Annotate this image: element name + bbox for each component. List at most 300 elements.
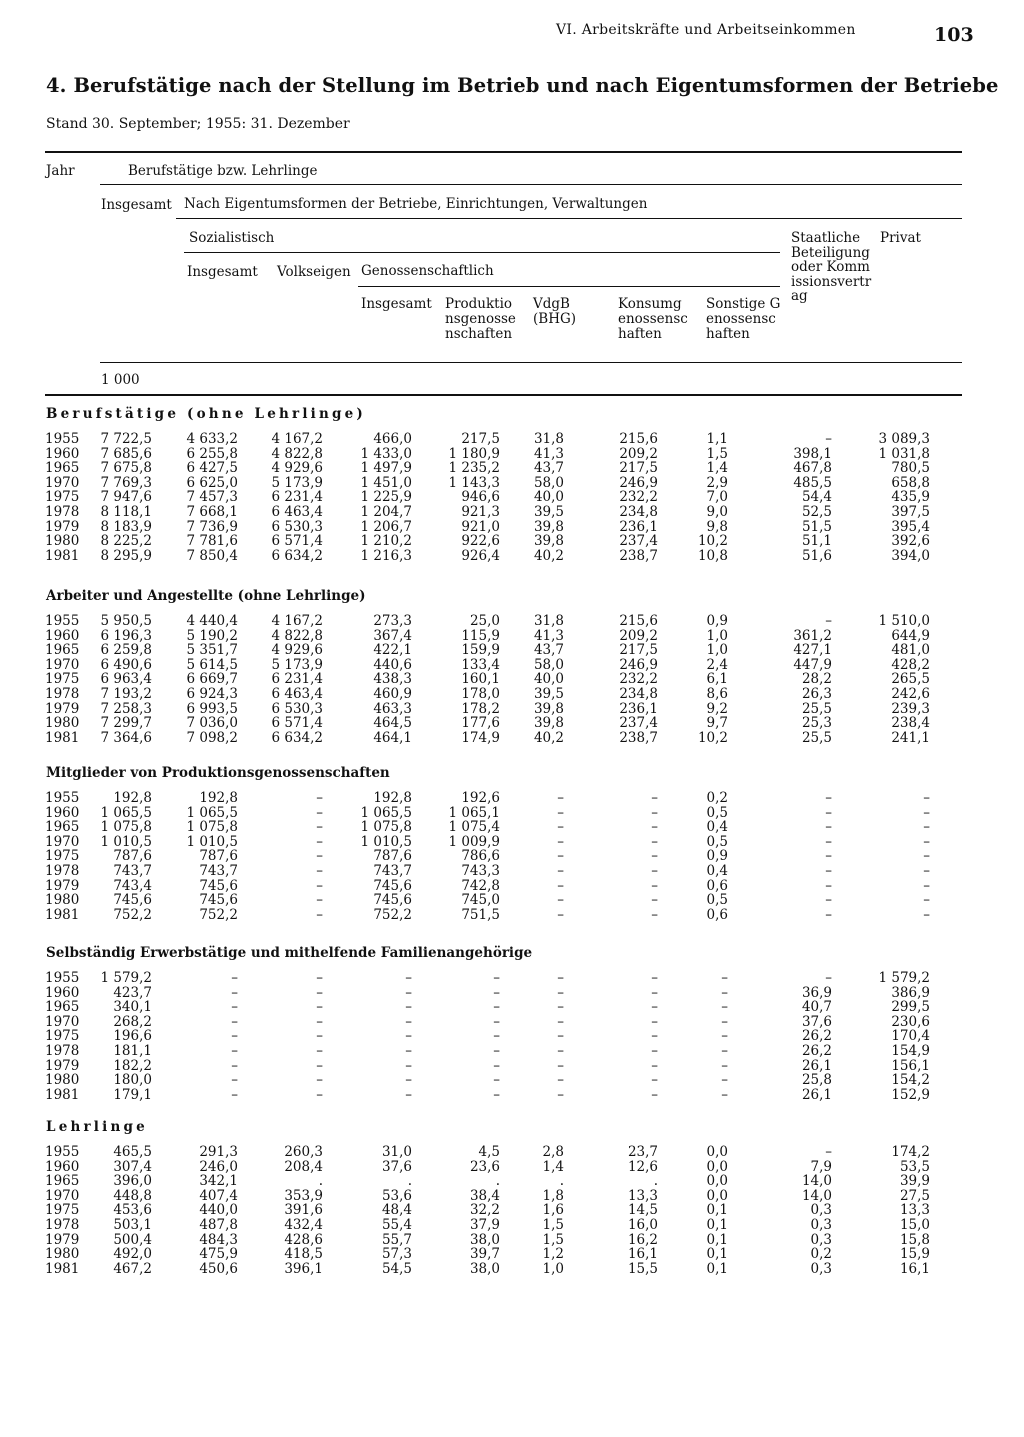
section-title: Lehrlinge — [46, 1119, 148, 1135]
cell-konsumgenossenschaften: – — [651, 892, 658, 909]
cell-vdgb: – — [557, 804, 564, 821]
cell-staatliche-beteiligung: 0,3 — [810, 1202, 832, 1219]
cell-berufstaetige-insgesamt: 8 183,9 — [100, 518, 152, 535]
cell-vdgb: – — [557, 892, 564, 909]
cell-year: 1965 — [45, 999, 80, 1016]
cell-berufstaetige-insgesamt: 196,6 — [113, 1028, 152, 1045]
cell-year: 1975 — [45, 671, 80, 688]
cell-vdgb: 39,8 — [533, 518, 564, 535]
cell-genossenschaftlich-insgesamt: – — [405, 1057, 412, 1074]
cell-genossenschaftlich-insgesamt: 31,0 — [381, 1144, 412, 1160]
cell-konsumgenossenschaften: – — [651, 1086, 658, 1103]
cell-produktionsgenossenschaften: 1 009,9 — [448, 833, 500, 850]
section-title: Arbeiter und Angestellte (ohne Lehrlinge) — [46, 588, 366, 604]
cell-produktionsgenossenschaften: 4,5 — [478, 1144, 500, 1160]
cell-konsumgenossenschaften: 15,5 — [627, 1260, 658, 1277]
table-row — [0, 791, 1024, 806]
table-row — [0, 476, 1024, 491]
cell-staatliche-beteiligung: 37,6 — [801, 1013, 832, 1030]
cell-sonstige-genossenschaften: 1,5 — [706, 445, 728, 462]
cell-genossenschaftlich-insgesamt: 1 204,7 — [360, 504, 412, 520]
cell-year: 1965 — [45, 819, 80, 836]
cell-volkseigen: – — [316, 1043, 323, 1059]
cell-volkseigen: – — [316, 906, 323, 923]
cell-berufstaetige-insgesamt: 743,4 — [113, 877, 152, 894]
cell-berufstaetige-insgesamt: 752,2 — [113, 906, 152, 923]
cell-sozialistisch-insgesamt: – — [231, 999, 238, 1016]
cell-privat: 386,9 — [891, 984, 930, 1001]
cell-staatliche-beteiligung: 36,9 — [801, 984, 832, 1001]
cell-sozialistisch-insgesamt: 6 993,5 — [186, 700, 238, 717]
cell-sonstige-genossenschaften: 1,1 — [706, 431, 728, 447]
col-header-vdgb: VdgB (BHG) — [533, 296, 577, 327]
cell-vdgb: – — [557, 863, 564, 879]
cell-konsumgenossenschaften: – — [651, 1013, 658, 1030]
cell-produktionsgenossenschaften: 1 180,9 — [448, 445, 500, 462]
cell-volkseigen: 432,4 — [284, 1217, 323, 1233]
cell-year: 1980 — [45, 892, 80, 909]
col-header-jahr: Jahr — [46, 163, 75, 179]
cell-sozialistisch-insgesamt: 407,4 — [199, 1187, 238, 1204]
cell-staatliche-beteiligung: 25,5 — [801, 700, 832, 717]
cell-vdgb: – — [557, 970, 564, 986]
cell-sonstige-genossenschaften: – — [721, 1043, 728, 1059]
table-row — [0, 687, 1024, 702]
cell-privat: 242,6 — [891, 686, 930, 702]
table-row — [0, 1218, 1024, 1233]
cell-konsumgenossenschaften: – — [651, 790, 658, 806]
cell-staatliche-beteiligung: 361,2 — [793, 627, 832, 644]
cell-berufstaetige-insgesamt: 1 065,5 — [100, 804, 152, 821]
cell-staatliche-beteiligung: – — [825, 906, 832, 923]
cell-genossenschaftlich-insgesamt: 440,6 — [373, 656, 412, 673]
cell-konsumgenossenschaften: 238,7 — [619, 547, 658, 564]
col-header-konsum: Konsumgenossenschaften — [618, 296, 688, 342]
cell-staatliche-beteiligung: – — [825, 1144, 832, 1160]
cell-sonstige-genossenschaften: 9,0 — [706, 504, 728, 520]
cell-staatliche-beteiligung: 51,6 — [801, 547, 832, 564]
cell-sozialistisch-insgesamt: 7 457,3 — [186, 489, 238, 506]
cell-genossenschaftlich-insgesamt: – — [405, 1086, 412, 1103]
cell-produktionsgenossenschaften: 38,4 — [469, 1187, 500, 1204]
cell-staatliche-beteiligung: 25,8 — [801, 1072, 832, 1089]
table-row — [0, 1145, 1024, 1160]
cell-produktionsgenossenschaften: – — [493, 1072, 500, 1089]
cell-konsumgenossenschaften: 236,1 — [619, 518, 658, 535]
cell-berufstaetige-insgesamt: 1 010,5 — [100, 833, 152, 850]
cell-year: 1975 — [45, 489, 80, 506]
cell-genossenschaftlich-insgesamt: 48,4 — [381, 1202, 412, 1219]
cell-konsumgenossenschaften: 16,2 — [627, 1231, 658, 1248]
cell-privat: 15,0 — [899, 1217, 930, 1233]
cell-konsumgenossenschaften: 246,9 — [619, 474, 658, 491]
cell-sozialistisch-insgesamt: 342,1 — [199, 1173, 238, 1190]
cell-staatliche-beteiligung: 0,3 — [810, 1217, 832, 1233]
cell-konsumgenossenschaften: 237,4 — [619, 715, 658, 732]
cell-genossenschaftlich-insgesamt: 752,2 — [373, 906, 412, 923]
cell-vdgb: 39,5 — [533, 504, 564, 520]
cell-privat: 780,5 — [891, 460, 930, 477]
cell-volkseigen: – — [316, 984, 323, 1001]
cell-berufstaetige-insgesamt: 182,2 — [113, 1057, 152, 1074]
cell-vdgb: 39,8 — [533, 715, 564, 732]
section-title: Berufstätige (ohne Lehrlinge) — [46, 406, 367, 422]
cell-sonstige-genossenschaften: – — [721, 1086, 728, 1103]
cell-sonstige-genossenschaften: – — [721, 999, 728, 1016]
cell-staatliche-beteiligung: 25,5 — [801, 729, 832, 746]
cell-volkseigen: 6 530,3 — [271, 700, 323, 717]
cell-genossenschaftlich-insgesamt: – — [405, 999, 412, 1016]
table-row — [0, 432, 1024, 447]
cell-vdgb: 39,8 — [533, 700, 564, 717]
table-row — [0, 731, 1024, 746]
cell-produktionsgenossenschaften: – — [493, 984, 500, 1001]
col-header-staatliche: Staatliche Beteiligung oder Kommissionsvertrag — [791, 230, 872, 304]
cell-vdgb: – — [557, 906, 564, 923]
cell-staatliche-beteiligung: 28,2 — [801, 671, 832, 688]
header-rule-genossenschaftlich — [358, 286, 780, 287]
cell-staatliche-beteiligung: – — [825, 892, 832, 909]
cell-sozialistisch-insgesamt: – — [231, 984, 238, 1001]
cell-konsumgenossenschaften: 16,1 — [627, 1246, 658, 1263]
cell-sozialistisch-insgesamt: 7 781,6 — [186, 533, 238, 550]
cell-sozialistisch-insgesamt: 6 924,3 — [186, 686, 238, 702]
cell-genossenschaftlich-insgesamt: 422,1 — [373, 642, 412, 659]
cell-year: 1981 — [45, 1086, 80, 1103]
cell-sozialistisch-insgesamt: 475,9 — [199, 1246, 238, 1263]
cell-produktionsgenossenschaften: 742,8 — [461, 877, 500, 894]
cell-sozialistisch-insgesamt: – — [231, 1072, 238, 1089]
cell-privat: 27,5 — [899, 1187, 930, 1204]
cell-privat: 241,1 — [891, 729, 930, 746]
cell-year: 1960 — [45, 984, 80, 1001]
cell-sozialistisch-insgesamt: 6 669,7 — [186, 671, 238, 688]
cell-sonstige-genossenschaften: 0,5 — [706, 804, 728, 821]
cell-genossenschaftlich-insgesamt: . — [407, 1173, 412, 1190]
cell-produktionsgenossenschaften: 39,7 — [469, 1246, 500, 1263]
cell-produktionsgenossenschaften: 38,0 — [469, 1231, 500, 1248]
cell-sonstige-genossenschaften: 0,1 — [706, 1231, 728, 1248]
cell-berufstaetige-insgesamt: 453,6 — [113, 1202, 152, 1219]
table-row — [0, 879, 1024, 894]
table-row — [0, 629, 1024, 644]
cell-genossenschaftlich-insgesamt: 1 497,9 — [360, 460, 412, 477]
cell-staatliche-beteiligung: 0,2 — [810, 1246, 832, 1263]
cell-privat: – — [923, 906, 930, 923]
cell-staatliche-beteiligung: 14,0 — [801, 1173, 832, 1190]
cell-staatliche-beteiligung: 398,1 — [793, 445, 832, 462]
cell-sonstige-genossenschaften: 6,1 — [706, 671, 728, 688]
cell-sozialistisch-insgesamt: 787,6 — [199, 848, 238, 865]
cell-berufstaetige-insgesamt: 396,0 — [113, 1173, 152, 1190]
cell-staatliche-beteiligung: 54,4 — [801, 489, 832, 506]
cell-berufstaetige-insgesamt: 7 769,3 — [100, 474, 152, 491]
cell-konsumgenossenschaften: 23,7 — [627, 1144, 658, 1160]
cell-sonstige-genossenschaften: 2,9 — [706, 474, 728, 491]
table-row — [0, 908, 1024, 923]
cell-year: 1955 — [45, 613, 80, 629]
cell-genossenschaftlich-insgesamt: – — [405, 1013, 412, 1030]
cell-genossenschaftlich-insgesamt: 787,6 — [373, 848, 412, 865]
cell-konsumgenossenschaften: 209,2 — [619, 445, 658, 462]
cell-konsumgenossenschaften: 215,6 — [619, 431, 658, 447]
cell-sonstige-genossenschaften: – — [721, 1057, 728, 1074]
cell-sozialistisch-insgesamt: 743,7 — [199, 863, 238, 879]
table-subtitle: Stand 30. September; 1955: 31. Dezember — [46, 116, 350, 132]
cell-vdgb: 41,3 — [533, 627, 564, 644]
cell-year: 1955 — [45, 431, 80, 447]
cell-sonstige-genossenschaften: 0,4 — [706, 863, 728, 879]
cell-vdgb: 41,3 — [533, 445, 564, 462]
cell-privat: – — [923, 833, 930, 850]
col-header-produktion: Produktionsgenossenschaften — [445, 296, 516, 342]
cell-genossenschaftlich-insgesamt: 273,3 — [373, 613, 412, 629]
cell-produktionsgenossenschaften: 217,5 — [461, 431, 500, 447]
cell-staatliche-beteiligung: 26,2 — [801, 1028, 832, 1045]
cell-produktionsgenossenschaften: 160,1 — [461, 671, 500, 688]
cell-genossenschaftlich-insgesamt: 438,3 — [373, 671, 412, 688]
cell-volkseigen: – — [316, 970, 323, 986]
cell-berufstaetige-insgesamt: 8 295,9 — [100, 547, 152, 564]
cell-sozialistisch-insgesamt: 487,8 — [199, 1217, 238, 1233]
cell-berufstaetige-insgesamt: 307,4 — [113, 1158, 152, 1175]
cell-sozialistisch-insgesamt: 6 427,5 — [186, 460, 238, 477]
cell-year: 1980 — [45, 533, 80, 550]
cell-genossenschaftlich-insgesamt: 745,6 — [373, 877, 412, 894]
cell-produktionsgenossenschaften: 192,6 — [461, 790, 500, 806]
cell-volkseigen: – — [316, 1086, 323, 1103]
cell-produktionsgenossenschaften: 1 075,4 — [448, 819, 500, 836]
table-row — [0, 702, 1024, 717]
cell-vdgb: – — [557, 1028, 564, 1045]
cell-sonstige-genossenschaften: – — [721, 1072, 728, 1089]
cell-volkseigen: 6 634,2 — [271, 547, 323, 564]
cell-sonstige-genossenschaften: 1,4 — [706, 460, 728, 477]
cell-staatliche-beteiligung: 427,1 — [793, 642, 832, 659]
header-rule-berufstaetige — [100, 184, 962, 185]
cell-konsumgenossenschaften: . — [653, 1173, 658, 1190]
cell-sozialistisch-insgesamt: 745,6 — [199, 892, 238, 909]
cell-genossenschaftlich-insgesamt: 460,9 — [373, 686, 412, 702]
cell-year: 1981 — [45, 906, 80, 923]
cell-produktionsgenossenschaften: 922,6 — [461, 533, 500, 550]
table-row — [0, 534, 1024, 549]
cell-sonstige-genossenschaften: – — [721, 984, 728, 1001]
cell-volkseigen: . — [318, 1173, 323, 1190]
cell-year: 1979 — [45, 1057, 80, 1074]
cell-year: 1960 — [45, 627, 80, 644]
cell-vdgb: – — [557, 1043, 564, 1059]
cell-year: 1975 — [45, 1202, 80, 1219]
cell-sonstige-genossenschaften: – — [721, 970, 728, 986]
cell-vdgb: 43,7 — [533, 460, 564, 477]
cell-vdgb: 31,8 — [533, 431, 564, 447]
cell-year: 1979 — [45, 700, 80, 717]
cell-vdgb: 40,0 — [533, 489, 564, 506]
cell-sozialistisch-insgesamt: 484,3 — [199, 1231, 238, 1248]
cell-vdgb: 1,5 — [542, 1217, 564, 1233]
cell-vdgb: 1,5 — [542, 1231, 564, 1248]
cell-produktionsgenossenschaften: 921,3 — [461, 504, 500, 520]
cell-year: 1970 — [45, 474, 80, 491]
cell-konsumgenossenschaften: 232,2 — [619, 489, 658, 506]
cell-year: 1975 — [45, 848, 80, 865]
cell-volkseigen: 428,6 — [284, 1231, 323, 1248]
cell-volkseigen: 4 929,6 — [271, 460, 323, 477]
cell-genossenschaftlich-insgesamt: 1 433,0 — [360, 445, 412, 462]
col-header-soz-insgesamt: Insgesamt — [187, 264, 258, 280]
cell-sozialistisch-insgesamt: 1 065,5 — [186, 804, 238, 821]
cell-privat: 154,2 — [891, 1072, 930, 1089]
cell-produktionsgenossenschaften: 177,6 — [461, 715, 500, 732]
cell-staatliche-beteiligung: – — [825, 613, 832, 629]
cell-sonstige-genossenschaften: 9,2 — [706, 700, 728, 717]
cell-staatliche-beteiligung: 0,3 — [810, 1260, 832, 1277]
cell-year: 1970 — [45, 656, 80, 673]
cell-genossenschaftlich-insgesamt: 466,0 — [373, 431, 412, 447]
cell-genossenschaftlich-insgesamt: 1 216,3 — [360, 547, 412, 564]
cell-produktionsgenossenschaften: – — [493, 1086, 500, 1103]
cell-genossenschaftlich-insgesamt: 463,3 — [373, 700, 412, 717]
cell-vdgb: . — [559, 1173, 564, 1190]
cell-berufstaetige-insgesamt: 503,1 — [113, 1217, 152, 1233]
table-row — [0, 893, 1024, 908]
col-header-genossenschaftlich: Genossenschaftlich — [361, 263, 494, 279]
cell-vdgb: 58,0 — [533, 656, 564, 673]
cell-year: 1979 — [45, 1231, 80, 1248]
cell-volkseigen: – — [316, 877, 323, 894]
cell-staatliche-beteiligung: 52,5 — [801, 504, 832, 520]
cell-year: 1965 — [45, 460, 80, 477]
cell-konsumgenossenschaften: 238,7 — [619, 729, 658, 746]
cell-sozialistisch-insgesamt: 4 440,4 — [186, 613, 238, 629]
cell-sonstige-genossenschaften: 0,0 — [706, 1158, 728, 1175]
cell-produktionsgenossenschaften: 25,0 — [469, 613, 500, 629]
cell-genossenschaftlich-insgesamt: – — [405, 984, 412, 1001]
cell-staatliche-beteiligung: – — [825, 848, 832, 865]
col-header-insgesamt: Insgesamt — [101, 197, 172, 213]
cell-year: 1965 — [45, 1173, 80, 1190]
cell-staatliche-beteiligung: 25,3 — [801, 715, 832, 732]
table-row — [0, 505, 1024, 520]
cell-konsumgenossenschaften: – — [651, 804, 658, 821]
cell-volkseigen: – — [316, 863, 323, 879]
cell-sozialistisch-insgesamt: 440,0 — [199, 1202, 238, 1219]
cell-vdgb: – — [557, 790, 564, 806]
cell-volkseigen: 5 173,9 — [271, 656, 323, 673]
cell-privat: 230,6 — [891, 1013, 930, 1030]
cell-genossenschaftlich-insgesamt: 57,3 — [381, 1246, 412, 1263]
cell-sonstige-genossenschaften: – — [721, 1013, 728, 1030]
cell-produktionsgenossenschaften: – — [493, 1028, 500, 1045]
cell-sozialistisch-insgesamt: – — [231, 1013, 238, 1030]
cell-vdgb: 1,8 — [542, 1187, 564, 1204]
header-bottom-rule — [45, 394, 962, 396]
cell-konsumgenossenschaften: 215,6 — [619, 613, 658, 629]
cell-konsumgenossenschaften: – — [651, 833, 658, 850]
table-row — [0, 1029, 1024, 1044]
cell-berufstaetige-insgesamt: 7 299,7 — [100, 715, 152, 732]
cell-privat: – — [923, 877, 930, 894]
table-row — [0, 672, 1024, 687]
cell-staatliche-beteiligung: – — [825, 877, 832, 894]
cell-sonstige-genossenschaften: 9,8 — [706, 518, 728, 535]
cell-privat: 152,9 — [891, 1086, 930, 1103]
cell-privat: 170,4 — [891, 1028, 930, 1045]
cell-vdgb: – — [557, 1013, 564, 1030]
cell-sonstige-genossenschaften: 0,5 — [706, 892, 728, 909]
cell-genossenschaftlich-insgesamt: – — [405, 1072, 412, 1089]
cell-genossenschaftlich-insgesamt: 54,5 — [381, 1260, 412, 1277]
cell-staatliche-beteiligung: – — [825, 431, 832, 447]
cell-sozialistisch-insgesamt: 7 668,1 — [186, 504, 238, 520]
cell-year: 1970 — [45, 1187, 80, 1204]
cell-volkseigen: – — [316, 790, 323, 806]
cell-year: 1979 — [45, 877, 80, 894]
cell-genossenschaftlich-insgesamt: – — [405, 1028, 412, 1045]
table-row — [0, 835, 1024, 850]
cell-genossenschaftlich-insgesamt: 745,6 — [373, 892, 412, 909]
cell-staatliche-beteiligung: 26,1 — [801, 1057, 832, 1074]
cell-berufstaetige-insgesamt: 7 364,6 — [100, 729, 152, 746]
cell-sozialistisch-insgesamt: 1 010,5 — [186, 833, 238, 850]
cell-produktionsgenossenschaften: 38,0 — [469, 1260, 500, 1277]
cell-genossenschaftlich-insgesamt: – — [405, 1043, 412, 1059]
cell-privat: 1 579,2 — [878, 970, 930, 986]
cell-sozialistisch-insgesamt: 7 036,0 — [186, 715, 238, 732]
cell-vdgb: – — [557, 833, 564, 850]
cell-produktionsgenossenschaften: 23,6 — [469, 1158, 500, 1175]
cell-sonstige-genossenschaften: 0,6 — [706, 877, 728, 894]
cell-konsumgenossenschaften: – — [651, 819, 658, 836]
cell-sozialistisch-insgesamt: 4 633,2 — [186, 431, 238, 447]
cell-volkseigen: – — [316, 892, 323, 909]
table-row — [0, 864, 1024, 879]
table-row — [0, 1088, 1024, 1103]
page-number: 103 — [934, 24, 974, 46]
cell-sozialistisch-insgesamt: 5 351,7 — [186, 642, 238, 659]
cell-konsumgenossenschaften: – — [651, 906, 658, 923]
cell-year: 1978 — [45, 1043, 80, 1059]
cell-privat: 239,3 — [891, 700, 930, 717]
table-row — [0, 1233, 1024, 1248]
cell-berufstaetige-insgesamt: 7 722,5 — [100, 431, 152, 447]
cell-vdgb: 40,2 — [533, 547, 564, 564]
header-top-rule — [45, 151, 962, 153]
cell-volkseigen: 353,9 — [284, 1187, 323, 1204]
cell-produktionsgenossenschaften: 1 235,2 — [448, 460, 500, 477]
cell-sonstige-genossenschaften: 2,4 — [706, 656, 728, 673]
cell-sozialistisch-insgesamt: 5 614,5 — [186, 656, 238, 673]
cell-sonstige-genossenschaften: 0,6 — [706, 906, 728, 923]
cell-genossenschaftlich-insgesamt: 37,6 — [381, 1158, 412, 1175]
cell-year: 1960 — [45, 804, 80, 821]
cell-konsumgenossenschaften: 234,8 — [619, 686, 658, 702]
cell-sonstige-genossenschaften: 10,2 — [697, 533, 728, 550]
cell-genossenschaftlich-insgesamt: 1 206,7 — [360, 518, 412, 535]
cell-privat: – — [923, 848, 930, 865]
cell-volkseigen: 6 571,4 — [271, 533, 323, 550]
cell-volkseigen: 6 463,4 — [271, 504, 323, 520]
cell-genossenschaftlich-insgesamt: 1 065,5 — [360, 804, 412, 821]
cell-privat: 265,5 — [891, 671, 930, 688]
cell-sozialistisch-insgesamt: – — [231, 970, 238, 986]
cell-privat: 644,9 — [891, 627, 930, 644]
cell-berufstaetige-insgesamt: 467,2 — [113, 1260, 152, 1277]
cell-konsumgenossenschaften: 209,2 — [619, 627, 658, 644]
cell-year: 1960 — [45, 1158, 80, 1175]
cell-volkseigen: – — [316, 1013, 323, 1030]
